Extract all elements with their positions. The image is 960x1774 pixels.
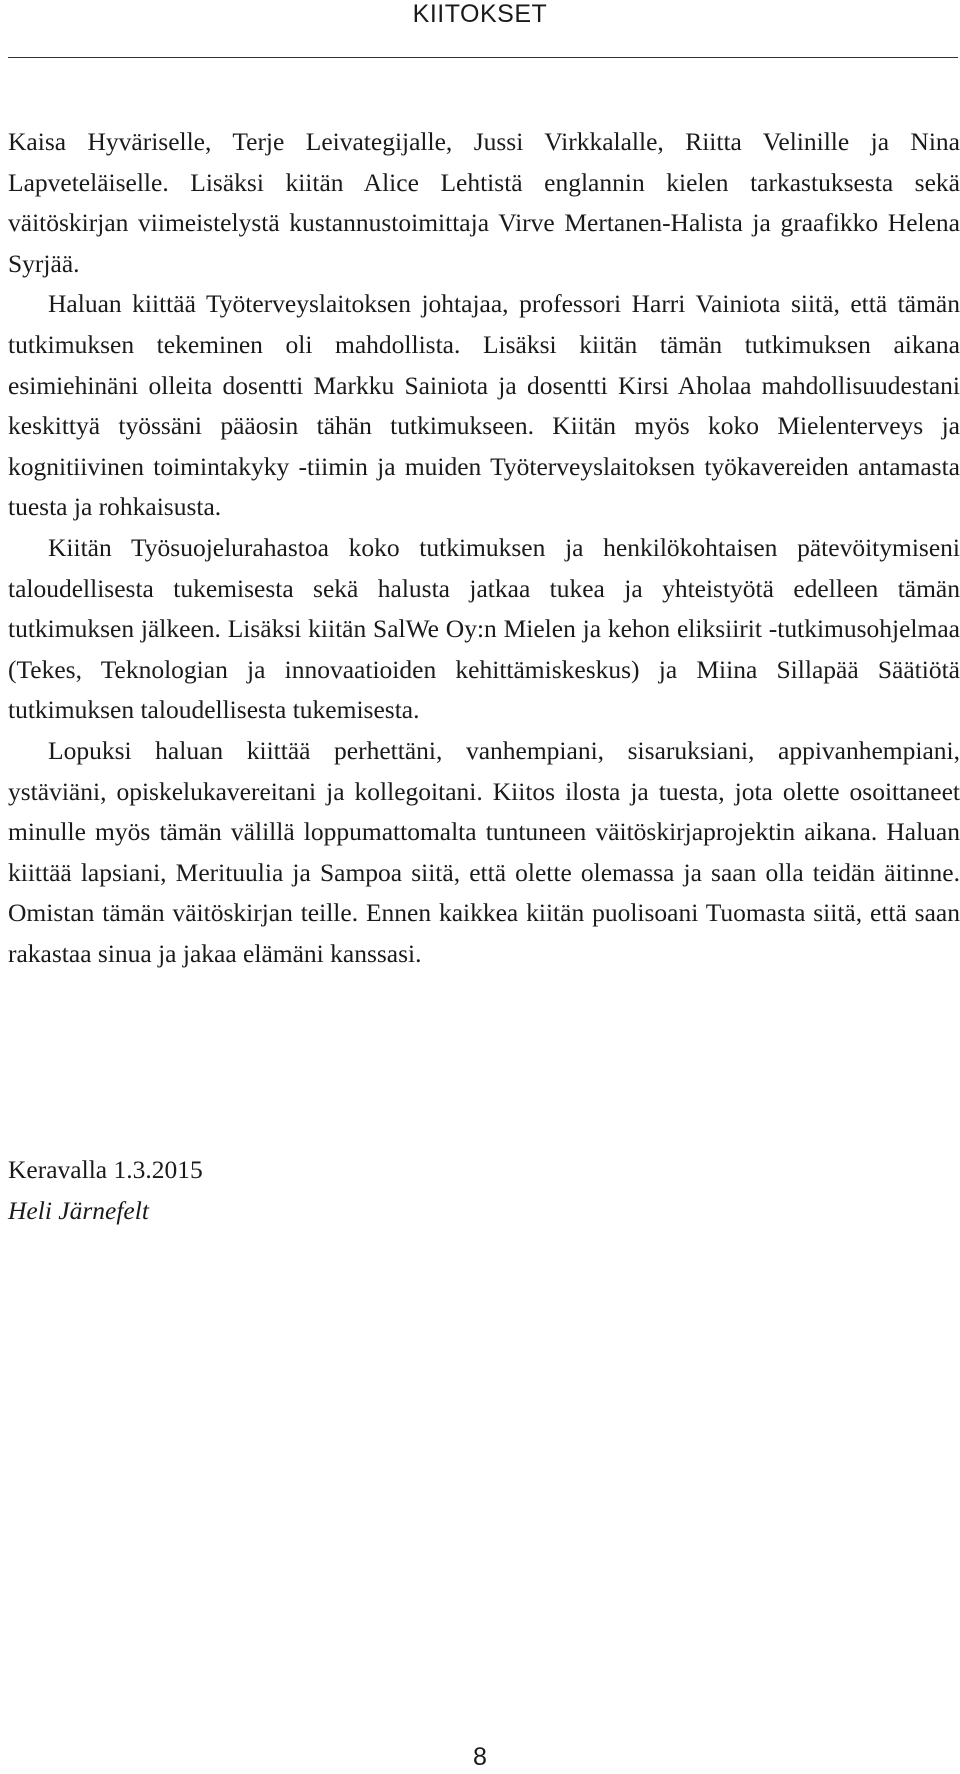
header-divider [8,57,958,58]
paragraph-continuation: Kaisa Hyväriselle, Terje Leivategijalle, Jussi Virkkalalle, Riitta Velinille ja Nina Lapveteläiselle. Lisäksi kiitän Alice Lehtistä englannin kielen tarkastuksesta sekä väitöskirjan viimeistelystä kustannustoimittaja Virve Mertanen-Halista ja graafikko Helena Syrjää. [8,127,960,278]
page-number: 8 [473,1743,487,1771]
acknowledgements-body [8,122,960,974]
paragraph: Kiitän Työsuojelurahastoa koko tutkimuksen ja henkilökohtaisen pätevöitymiseni taloudellisesta tukemisesta sekä halusta jatkaa tukea ja yhteistyötä edelleen tämän tutkimuksen jälkeen. Lisäksi kiitän SalWe Oy:n Mielen ja kehon eliksiirit -tutkimusohjelmaa (Tekes, Teknologian ja innovaatioiden kehittämiskeskus) ja Miina Sillapää Säätiötä tutkimuksen taloudellisesta tukemisesta. [8,532,960,725]
author-signature: Heli Järnefelt [8,1195,149,1225]
paragraph: Lopuksi haluan kiittää perhettäni, vanhempiani, sisaruksiani, appivanhempiani, ystäviäni, opiskelukavereitani ja kollegoitani. Kiitos ilosta ja tuesta, jota olette osoittaneet minulle myös tämän välillä loppumattomalta tuntuneen väitöskirjaprojektin aikana. Haluan kiittää lapsiani, Merituulia ja Sampoa siitä, että olette olemassa ja saan olla teidän äitinne. Omistan tämän väitöskirjan teille. Ennen kaikkea kiitän puolisoani Tuomasta siitä, että saan rakastaa sinua ja jakaa elämäni kanssasi. [8,735,960,968]
closing-block [8,1150,203,1231]
running-header: KIITOKSET [412,0,548,28]
place-and-date: Keravalla 1.3.2015 [8,1155,203,1184]
paragraph: Haluan kiittää Työterveyslaitoksen johtajaa, professori Harri Vainiota siitä, että tämän tutkimuksen tekeminen oli mahdollista. Lisäksi kiitän tämän tutkimuksen aikana esimiehinäni olleita dosentti Markku Sainiota ja dosentti Kirsi Aholaa mahdollisuudestani keskittyä työssäni pääosin tähän tutkimukseen. Kiitän myös koko Mielenterveys ja kognitiivinen toimintakyky -tiimin ja muiden Työterveyslaitoksen työkavereiden antamasta tuesta ja rohkaisusta. [8,289,960,522]
